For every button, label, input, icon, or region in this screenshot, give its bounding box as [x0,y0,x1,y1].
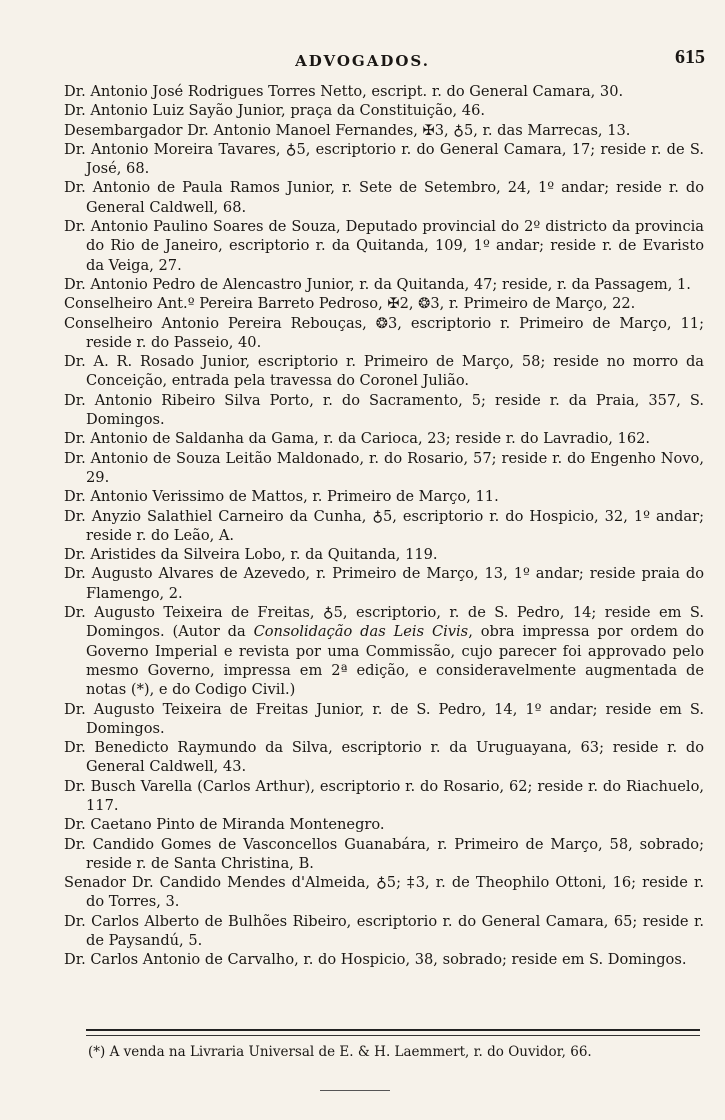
list-item: Dr. Carlos Antonio de Carvalho, r. do Hospicio, 38, sobrado; reside em S. Domingos. [64,951,687,969]
list-item: Dr. Antonio Paulino Soares de Souza, Deputado provincial do 2º districto da provincia do Rio de Janeiro, escriptorio r. da Quitanda, 109, 1º andar; reside r. de Evaristo da Veiga, 27. [64,218,704,274]
list-item: Dr. Antonio Verissimo de Mattos, r. Primeiro de Março, 11. [64,488,499,506]
page-header [0,40,725,80]
list-item: Dr. Antonio Luiz Sayão Junior, praça da Constituição, 46. [64,102,486,120]
freitas-entry [64,603,704,699]
footnote: (*) A venda na Livraria Universal de E. & H. Laemmert, r. do Ouvidor, 66. [88,1044,592,1060]
list-item: Dr. Antonio de Souza Leitão Maldonado, r. do Rosario, 57; reside r. do Engenho Novo, 29. [64,449,704,486]
footnote-divider-thin [86,1035,700,1036]
footnote-divider [86,1029,700,1031]
list-item: Senador Dr. Candido Mendes d'Almeida, ♁5; ‡3, r. de Theophilo Ottoni, 16; reside r. do Torres, 3. [64,874,704,911]
list-item: Conselheiro Ant.º Pereira Barreto Pedroso, ✠2, ❂3, r. Primeiro de Março, 22. [64,295,636,313]
freitas-entry-text-end: , obra impressa por ordem do Governo Imperial e revista por uma Commissão, cujo parecer foi approvado pelo mesmo Governo, impressa em 2ª edição, e consideravelmente augmentada de notas (*), e do Codigo Civil.) [86,623,704,699]
list-item: Dr. Antonio Moreira Tavares, ♁5, escriptorio r. do General Camara, 17; reside r. de S. José, 68. [64,140,704,178]
list-item: Dr. Carlos Alberto de Bulhões Ribeiro, escriptorio r. do General Camara, 65; reside r. de Paysandú, 5. [64,912,704,950]
list-item: Dr. Augusto Alvares de Azevedo, r. Primeiro de Março, 13, 1º andar; reside praia do Flamengo, 2. [64,565,704,602]
list-item: Desembargador Dr. Antonio Manoel Fernandes, ✠3, ♁5, r. das Marrecas, 13. [64,121,631,139]
list-item: Dr. Benedicto Raymundo da Silva, escriptorio r. da Uruguayana, 63; reside r. do General Caldwell, 43. [64,739,704,776]
list-item: Dr. A. R. Rosado Junior, escriptorio r. Primeiro de Março, 58; reside no morro da Conceição, entrada pela travessa do Coronel Julião. [64,353,704,390]
list-item: Dr. Antonio de Paula Ramos Junior, r. Sete de Setembro, 24, 1º andar; reside r. do General Caldwell, 68. [64,179,704,216]
list-item: Dr. Antonio José Rodrigues Torres Netto, escript. r. do General Camara, 30. [64,83,624,100]
page-number: 615 [675,46,705,68]
book-title: Consolidação das Leis Civis [253,623,469,641]
freitas-entry-text: Dr. Augusto Teixeira de Freitas, ♁5, escriptorio, r. de S. Pedro, 14; reside em S. Domingos. (Autor da [64,604,704,641]
list-item: Dr. Busch Varella (Carlos Arthur), escriptorio r. do Rosario, 62; reside r. do Riachuelo, 117. [64,777,704,814]
list-item: Dr. Aristides da Silveira Lobo, r. da Quitanda, 119. [64,546,438,564]
list-item: Dr. Antonio Pedro de Alencastro Junior, r. da Quitanda, 47; reside, r. da Passagem, 1. [64,275,691,293]
entries-list [64,82,704,970]
list-item: Dr. Anyzio Salathiel Carneiro da Cunha, ♁5, escriptorio r. do Hospicio, 32, 1º andar; reside r. do Leão, A. [64,507,704,544]
running-head: ADVOGADOS. [295,52,430,70]
list-item: Dr. Augusto Teixeira de Freitas Junior, r. de S. Pedro, 14, 1º andar; reside em S. Domingos. [64,700,704,737]
list-item: Dr. Antonio Ribeiro Silva Porto, r. do Sacramento, 5; reside r. da Praia, 357, S. Domingos. [64,391,704,429]
list-item: Dr. Caetano Pinto de Miranda Montenegro. [64,816,385,834]
list-item: Dr. Antonio de Saldanha da Gama, r. da Carioca, 23; reside r. do Lavradio, 162. [64,430,651,448]
list-item: Dr. Candido Gomes de Vasconcellos Guanabára, r. Primeiro de Março, 58, sobrado; reside r. de Santa Christina, B. [64,835,704,872]
list-item: Conselheiro Antonio Pereira Rebouças, ❂3, escriptorio r. Primeiro de Março, 11; reside r. do Passeio, 40. [64,314,704,351]
end-rule [320,1090,390,1091]
